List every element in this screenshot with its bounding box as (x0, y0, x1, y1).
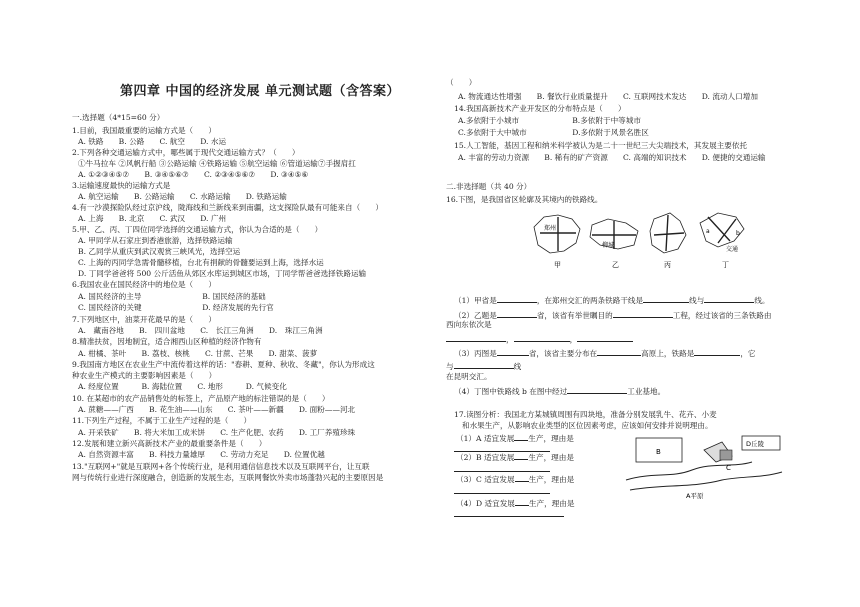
question-line: C.多依附于大中城市 D.多依附于风景名胜区 (458, 128, 649, 137)
question-line: A. 经度位置 B. 海陆位置 C. 地形 D. 气候变化 (78, 382, 287, 391)
question-line: 3.运输速度最快的运输方式是 (72, 181, 171, 190)
question-line: 5.甲、乙、丙、丁四位同学选择的交通运输方式，你认为合适的是（ ） (72, 225, 323, 234)
answer-blank[interactable] (454, 508, 564, 517)
question-line: 1.目前，我国最重要的运输方式是（ ） (72, 126, 216, 135)
question-line: 14.我国高新技术产业开发区的分布特点是（ ） (454, 104, 626, 113)
answer-blank[interactable] (643, 294, 689, 303)
q17-part-c: （3）C 适宜发展 生产，理由是 (456, 475, 575, 484)
answer-blank[interactable] (514, 333, 570, 342)
province-jia-outline (534, 215, 580, 253)
question-line: 6.我国农业在国民经济中的地位是（ ） (72, 280, 216, 289)
question-line: A. 国民经济的主导 B. 国民经济的基础 (78, 292, 266, 301)
answer-blank[interactable] (613, 309, 673, 318)
question-line: 8.精准扶贫，因地制宜，适合湘西山区种植的经济作物有 (72, 337, 262, 346)
q16-part2-cont: 西向东依次是 (446, 320, 492, 329)
page-title: 第四章 中国的经济发展 单元测试题（含答案） (120, 84, 401, 99)
answer-blank[interactable] (497, 347, 529, 356)
map-label-b: b (736, 230, 740, 237)
question-line: A. 物流通达性增强 B. 餐饮行业质量提升 C. 互联网技术发达 D. 流动人口增加 (458, 92, 758, 101)
q16-part3-cont: 与 线 (446, 362, 522, 371)
question-line: A. 开采铁矿 B. 将大米加工成米饼 C. 生产化肥、农药 D. 工厂养殖珍珠 (78, 428, 356, 437)
answer-blank[interactable] (577, 333, 633, 342)
question-line: 种农业生产模式的主要影响因素是（ ） (72, 371, 217, 380)
question-line: ①牛马拉车 ②风帆行船 ③公路运输 ④铁路运输 ⑤航空运输 ⑥管道运输⑦手握肩扛 (78, 159, 356, 168)
question-line: A. 丰富的劳动力资源 B. 稀有的矿产资源 C. 高端的知识技术 D. 便捷的交通运输 (458, 153, 766, 162)
question-line: D. 丁同学爸爸将 500 公斤活鱼从郊区水库运到城区市场，丁同学帮爸爸选择铁路运输 (78, 269, 367, 278)
question-line: 2.下列各种交通运输方式中，哪些属于现代交通运输方式？（ ） (72, 148, 300, 157)
q16-part2-blanks: ， ， (446, 333, 633, 345)
answer-blank[interactable] (454, 485, 550, 494)
map-label-zhengzhou: 郑州 (544, 225, 557, 232)
question-line: A.多依附于小城市 B.多依附于中等城市 (458, 116, 641, 125)
q17-line-c (454, 485, 550, 497)
question-line: 15.人工智能，基因工程和纳米科学被认为是二十一世纪三大尖端技术，其发展主要依托 (454, 141, 748, 150)
plot-label-c: C (726, 464, 731, 472)
question-line: 7.下列地区中，油菜开花最早的是（ ） (72, 315, 216, 324)
q17-intro-line1: 17.读图分析：我国北方某城镇周围有四块地，准备分别发展乳牛、花卉、小麦 (454, 410, 717, 419)
plot-label-a: A平原 (686, 492, 704, 500)
answer-blank[interactable] (515, 497, 529, 506)
map-label-liuzhou: 柳城 (602, 242, 615, 249)
q17-part-a: （1）A 适宜发展 生产，理由是 (456, 434, 574, 443)
q17-intro-line2: 和水果生产，从影响农业类型的区位因素考虑，应该如何安排并说明理由。 (462, 421, 713, 430)
q16-part3: （3）丙图是 省，该省主要分布在 高原上，铁路是 ，它 (454, 349, 756, 358)
q17-line-d (454, 508, 564, 520)
answer-blank[interactable] (515, 473, 529, 482)
question-line: A. ①②③④⑤⑦ B. ③④⑤⑥⑦ C. ②③④⑤⑥⑦ D. ③④⑤⑥ (78, 170, 309, 179)
section-choice-heading: 一.选择题（4*15=60 分） (72, 113, 165, 122)
question-line: 10. 在某超市的农产品销售处的标签上，产品原产地的标注错误的是（ ） (72, 394, 330, 403)
answer-blank[interactable] (454, 463, 550, 472)
question-line: A. 上海 B. 北京 C. 武汉 D. 广州 (78, 214, 227, 223)
question-line: A. 航空运输 B. 公路运输 C. 水路运输 D. 铁路运输 (78, 192, 287, 201)
question-line: A. 自然资源丰富 B. 科技力量雄厚 C. 劳动力充足 D. 位置优越 (78, 450, 325, 459)
map-label-bing: 丙 (664, 261, 671, 269)
plot-label-d: D丘陵 (746, 440, 765, 448)
question-line: A. 铁路 B. 公路 C. 航空 D. 水运 (78, 137, 227, 146)
q17-part-b: （2）B 适宜发展 生产，理由是 (456, 453, 574, 462)
question-line: C. 国民经济的关键 D. 经济发展的先行官 (78, 303, 274, 312)
answer-blank[interactable] (567, 385, 627, 394)
answer-blank[interactable] (597, 347, 641, 356)
answer-blank[interactable] (514, 451, 528, 460)
answer-blank[interactable] (694, 347, 740, 356)
question-line: 11.下列生产过程，不属于工业生产过程的是（ ） (72, 416, 252, 425)
q16-part2: （2）乙题是 省，该省有举世瞩目的 工程，经过该省的三条铁路由 (454, 311, 772, 320)
map-label-ding: 丁 (722, 261, 729, 269)
question-line: B. 乙同学从重庆到武汉观赏三峡风光，选择空运 (78, 247, 241, 256)
map-label-yi: 乙 (612, 261, 619, 269)
q16-part3-end: 在昆明交汇。 (446, 372, 492, 381)
answer-blank[interactable] (704, 294, 754, 303)
answer-blank[interactable] (497, 294, 537, 303)
q17-part-d: （4）D 适宜发展 生产，理由是 (456, 499, 575, 508)
question-line: A. 藏南谷地 B. 四川盆地 C. 长江三角洲 D. 珠江三角洲 (78, 326, 323, 335)
q16-part1: （1）甲省是 ，在郑州交汇的两条铁路干线是 线与 线。 (454, 296, 770, 305)
question-line: 网与传统行业进行深度融合，创造新的发展生态，互联网餐饮外卖市场蓬勃兴起的主要原因是 (72, 473, 384, 482)
section-nonchoice-heading: 二.非选择题（共 40 分） (446, 182, 532, 191)
question-line: A. 甲同学从石家庄到香港旅游，选择铁路运输 (78, 236, 233, 245)
province-map-figure (530, 205, 770, 281)
land-use-figure (622, 432, 790, 500)
map-label-jia: 甲 (554, 261, 561, 269)
q16-part4: （4）丁图中铁路线 b 在图中经过 工业基地。 (454, 387, 666, 396)
question-line: 9.我国南方地区在农业生产中流传着这样的话："春耕、夏种、秋收、冬藏"，你认为形成这 (72, 360, 375, 369)
question-line: 4.有一沙漠探险队经过京沪线，陇海线和兰新线来到南疆，这支探险队最有可能来自（ ） (72, 203, 383, 212)
plot-label-b: B (656, 448, 661, 456)
question-line: 13."互联网+"就是互联网+各个传统行业，是利用通信信息技术以及互联网平台，让互联 (72, 462, 370, 471)
question-line: （ ） (446, 78, 477, 87)
q16-intro: 16.下图，是我国省区轮廓及其境内的铁路线。 (446, 195, 603, 204)
map-label-jiaotong: 交通 (726, 246, 739, 253)
answer-blank[interactable] (454, 360, 514, 369)
answer-blank[interactable] (446, 333, 506, 342)
question-line: A. 蔗糖——广西 B. 花生油——山东 C. 茶叶——新疆 D. 面粉——河北 (78, 405, 356, 414)
question-line: C. 上海的丙同学急需骨髓移植，台北有捐献的骨髓要运到上海，选择水运 (78, 258, 324, 267)
map-label-a: a (706, 228, 710, 235)
question-line: 12.发展和建立新兴高新技术产业的最重要条件是（ ） (72, 439, 267, 448)
answer-blank[interactable] (497, 309, 537, 318)
question-line: A. 柑橘、茶叶 B. 荔枝、核桃 C. 甘蔗、芒果 D. 甜菜、菠萝 (78, 349, 318, 358)
answer-blank[interactable] (514, 432, 528, 441)
